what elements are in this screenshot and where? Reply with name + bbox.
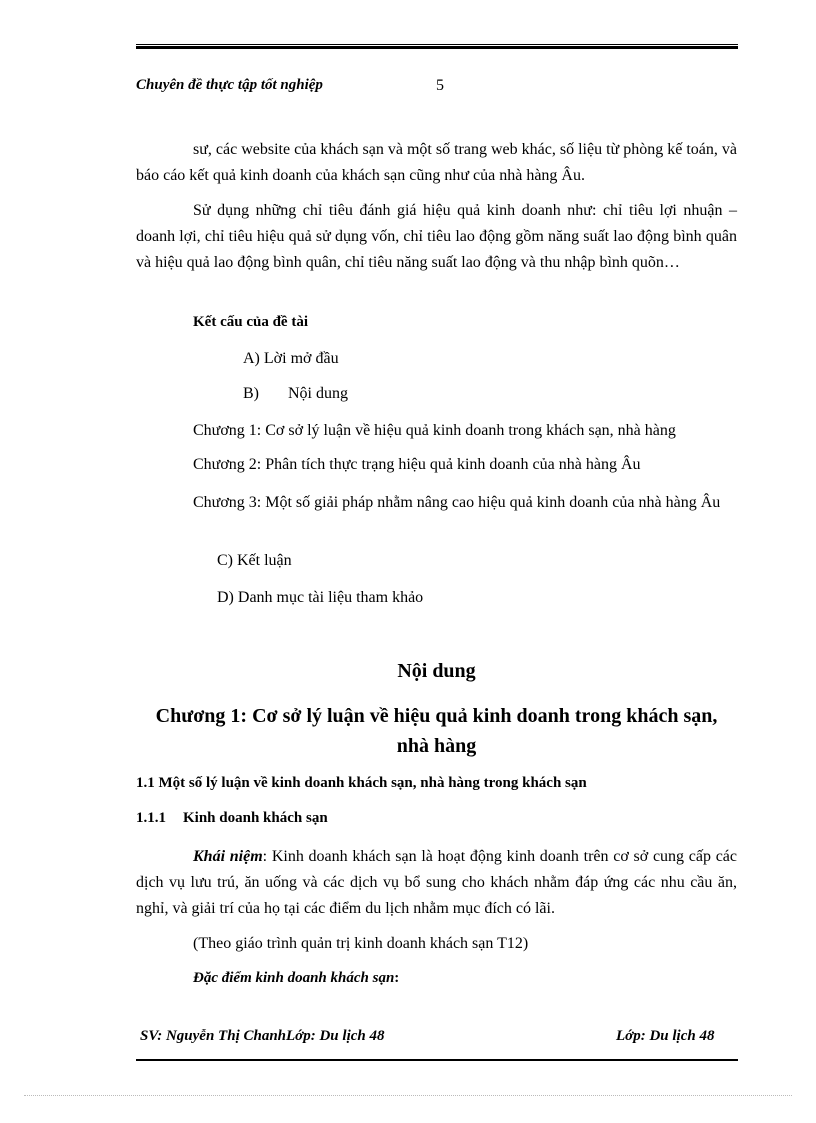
chapter-3-line: Chương 3: Một số giải pháp nhằm nâng cao hiệu quả kinh doanh của nhà hàng Âu xyxy=(193,494,721,511)
definition-text: : Kinh doanh khách sạn là hoạt động kinh doanh trên cơ sở cung cấp các dịch vụ lưu trú, ăn uống và các dịch vụ bổ sung cho khách nhằm đáp ứng các nhu cầu ăn, nghỉ, và giải trí của họ tại các điểm du lịch nhằm mục đích có lãi. xyxy=(136,848,738,917)
footer-rule xyxy=(136,1059,738,1061)
features-label: Đặc điểm kinh doanh khách sạn xyxy=(193,970,395,986)
footer-student: SV: Nguyễn Thị ChanhLớp: Du lịch 48 xyxy=(140,1028,385,1044)
chapter-title: Chương 1: Cơ sở lý luận về hiệu quả kinh doanh trong khách sạn, nhà hàng xyxy=(155,705,718,757)
item-c: C) Kết luận xyxy=(217,552,292,569)
paragraph-1: sư, các website của khách sạn và một số trang web khác, số liệu từ phòng kế toán, và báo cáo kết quả kinh doanh của khách sạn cũng như của nhà hàng Âu. xyxy=(136,141,737,184)
source-note: (Theo giáo trình quản trị kinh doanh khách sạn T12) xyxy=(193,935,529,952)
header-rule xyxy=(136,44,738,49)
chapter-3-block xyxy=(136,490,737,516)
page-boundary xyxy=(24,1095,792,1096)
item-b-text: Nội dung xyxy=(288,385,348,402)
content-title: Nội dung xyxy=(397,660,476,682)
section-1-1: 1.1 Một số lý luận về kinh doanh khách sạn, nhà hàng trong khách sạn xyxy=(136,775,587,791)
features-colon: : xyxy=(394,970,400,986)
paragraph-sources xyxy=(136,137,737,189)
chapter-1-line: Chương 1: Cơ sở lý luận về hiệu quả kinh doanh trong khách sạn, nhà hàng xyxy=(193,422,676,439)
definition-paragraph xyxy=(136,844,737,922)
page-number: 5 xyxy=(436,77,444,94)
chapter-2-line: Chương 2: Phân tích thực trạng hiệu quả kinh doanh của nhà hàng Âu xyxy=(193,456,641,473)
section-1-1-1-number: 1.1.1 xyxy=(136,810,166,826)
paragraph-2: Sử dụng những chỉ tiêu đánh giá hiệu quả kinh doanh như: chỉ tiêu lợi nhuận – doanh lợi, chỉ tiêu hiệu quả sử dụng vốn, chỉ tiêu lao động gồm năng suất lao động bình quân và hiệu quả lao động bình quân, chỉ tiêu năng suất lao động và thu nhập bình quõn… xyxy=(136,202,737,271)
item-b-marker: B) xyxy=(243,385,259,402)
structure-heading: Kết cấu của đề tài xyxy=(193,314,308,330)
definition xyxy=(136,844,737,922)
item-d: D) Danh mục tài liệu tham khảo xyxy=(217,589,424,606)
definition-label: Khái niệm xyxy=(193,848,263,865)
item-a: A) Lời mở đầu xyxy=(243,350,339,367)
footer-class: Lớp: Du lịch 48 xyxy=(616,1028,715,1044)
header-title: Chuyên đề thực tập tốt nghiệp xyxy=(136,77,323,93)
paragraph-indicators xyxy=(136,198,737,276)
section-1-1-1-title: Kinh doanh khách sạn xyxy=(183,810,328,826)
features-heading xyxy=(193,970,399,987)
